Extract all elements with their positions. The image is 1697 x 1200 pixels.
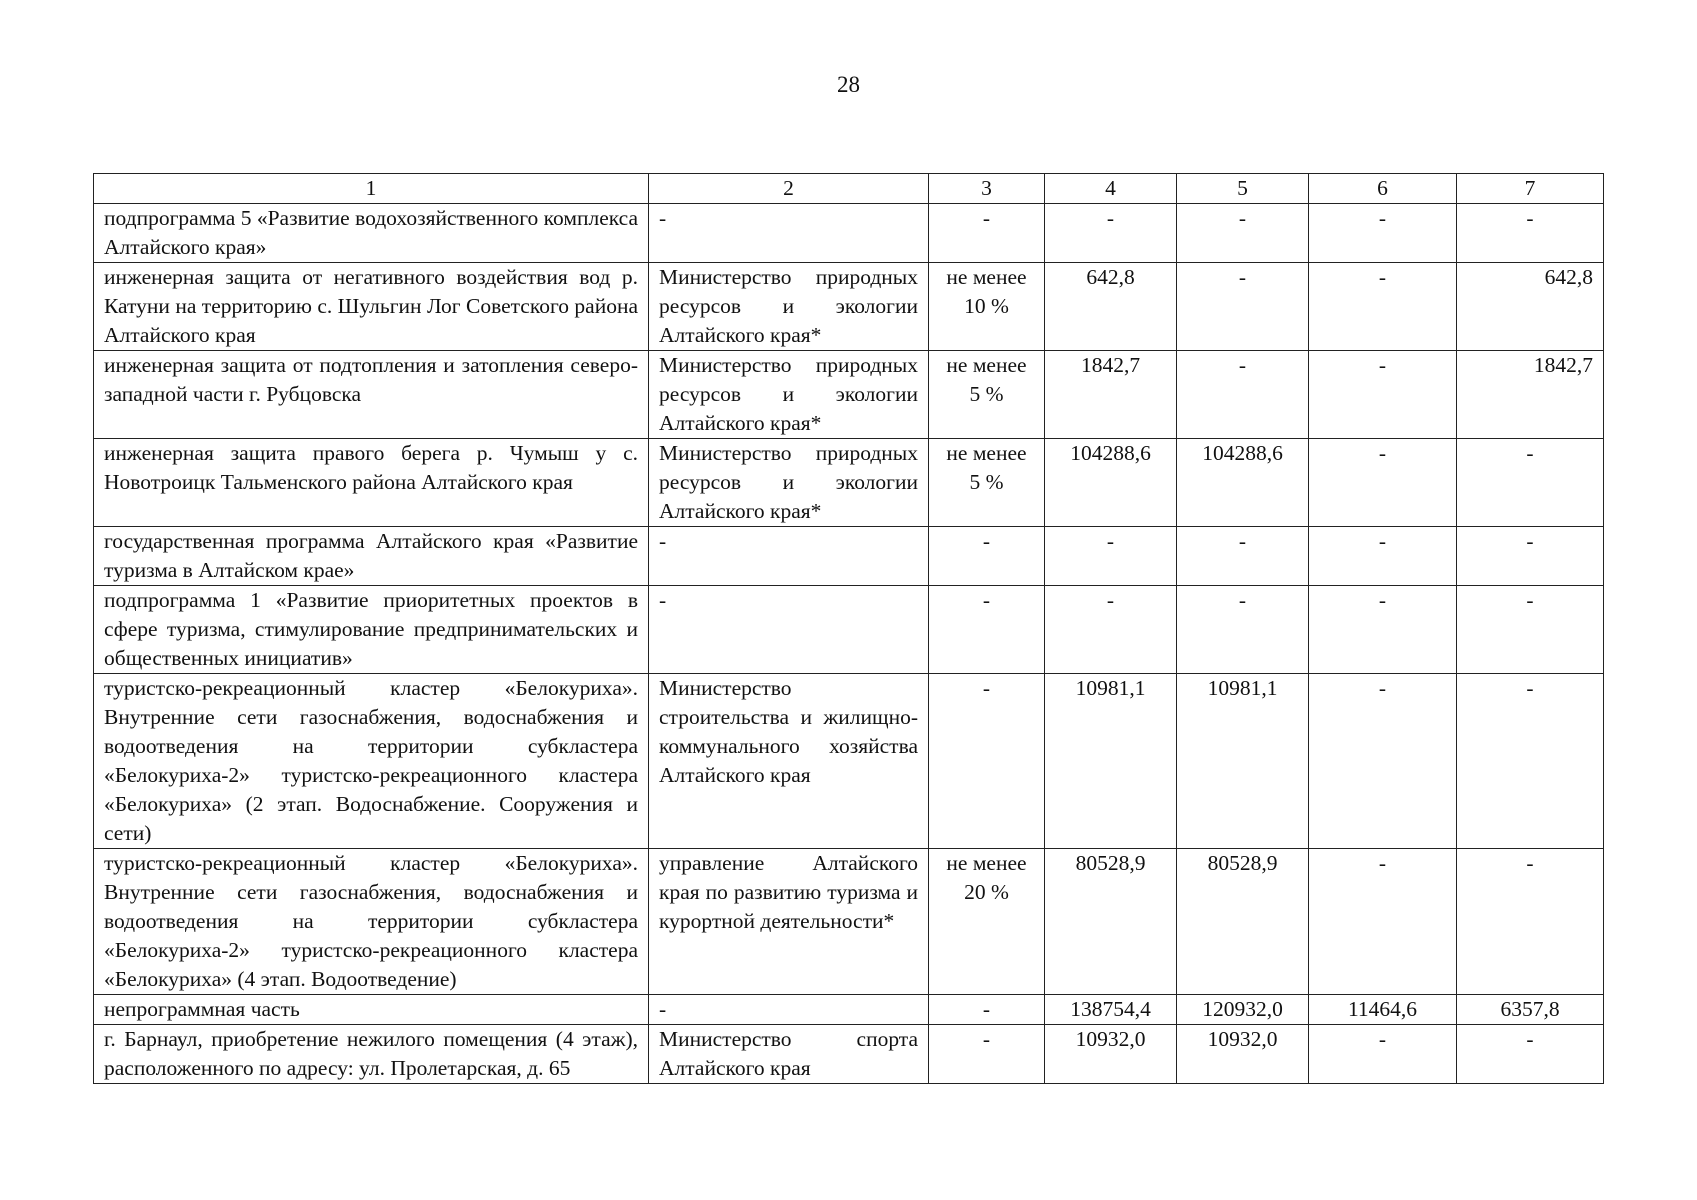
table-row bbox=[94, 849, 1604, 995]
share-cell: - bbox=[929, 204, 1045, 263]
table-row bbox=[94, 1025, 1604, 1084]
total-cell: 80528,9 bbox=[1045, 849, 1177, 995]
table-row bbox=[94, 204, 1604, 263]
total-cell: 642,8 bbox=[1045, 263, 1177, 351]
table-row bbox=[94, 439, 1604, 527]
col7-cell: - bbox=[1457, 527, 1604, 586]
col6-cell: - bbox=[1309, 204, 1457, 263]
col5-cell: - bbox=[1177, 351, 1309, 439]
share-cell: - bbox=[929, 995, 1045, 1025]
col7-cell: 642,8 bbox=[1457, 263, 1604, 351]
share-cell: не менее 5 % bbox=[929, 351, 1045, 439]
object-name-cell: инженерная защита от подтопления и затопления северо-западной части г. Рубцовска bbox=[94, 351, 649, 439]
responsible-cell: Министерство спорта Алтайского края bbox=[649, 1025, 929, 1084]
responsible-cell: - bbox=[649, 995, 929, 1025]
col5-cell: - bbox=[1177, 527, 1309, 586]
object-name-cell: непрограммная часть bbox=[94, 995, 649, 1025]
col5-cell: 104288,6 bbox=[1177, 439, 1309, 527]
col6-cell: - bbox=[1309, 849, 1457, 995]
responsible-cell: Министерство строительства и жилищно-коммунального хозяйства Алтайского края bbox=[649, 674, 929, 849]
col7-cell: 1842,7 bbox=[1457, 351, 1604, 439]
col7-cell: - bbox=[1457, 1025, 1604, 1084]
share-cell: не менее 20 % bbox=[929, 849, 1045, 995]
table-row bbox=[94, 995, 1604, 1025]
col7-cell: - bbox=[1457, 849, 1604, 995]
responsible-cell: Министерство природных ресурсов и экологии Алтайского края* bbox=[649, 263, 929, 351]
column-number-row bbox=[94, 174, 1604, 204]
object-name-cell: г. Барнаул, приобретение нежилого помещения (4 этаж), расположенного по адресу: ул. Пролетарская, д. 65 bbox=[94, 1025, 649, 1084]
col6-cell: - bbox=[1309, 1025, 1457, 1084]
share-cell: - bbox=[929, 586, 1045, 674]
col7-cell: - bbox=[1457, 204, 1604, 263]
responsible-cell: - bbox=[649, 527, 929, 586]
column-number: 6 bbox=[1309, 174, 1457, 204]
object-name-cell: подпрограмма 5 «Развитие водохозяйственного комплекса Алтайского края» bbox=[94, 204, 649, 263]
col5-cell: 120932,0 bbox=[1177, 995, 1309, 1025]
col5-cell: - bbox=[1177, 263, 1309, 351]
col7-cell: 6357,8 bbox=[1457, 995, 1604, 1025]
object-name-cell: туристско-рекреационный кластер «Белокуриха». Внутренние сети газоснабжения, водоснабжения и водоотведения на территории субкластера «Белокуриха-2» туристско-рекреационного кластера «Белокуриха» (2 этап. Водоснабжение. Сооружения и сети) bbox=[94, 674, 649, 849]
share-cell: не менее 10 % bbox=[929, 263, 1045, 351]
col6-cell: - bbox=[1309, 674, 1457, 849]
object-name-cell: подпрограмма 1 «Развитие приоритетных проектов в сфере туризма, стимулирование предпринимательских и общественных инициатив» bbox=[94, 586, 649, 674]
table-row bbox=[94, 586, 1604, 674]
page-number: 28 bbox=[837, 72, 860, 97]
col5-cell: 10981,1 bbox=[1177, 674, 1309, 849]
object-name-cell: инженерная защита от негативного воздействия вод р. Катуни на территорию с. Шульгин Лог Советского района Алтайского края bbox=[94, 263, 649, 351]
responsible-cell: управление Алтайского края по развитию туризма и курортной деятельности* bbox=[649, 849, 929, 995]
table-row bbox=[94, 351, 1604, 439]
total-cell: - bbox=[1045, 204, 1177, 263]
col6-cell: - bbox=[1309, 439, 1457, 527]
object-name-cell: государственная программа Алтайского края «Развитие туризма в Алтайском крае» bbox=[94, 527, 649, 586]
total-cell: 10981,1 bbox=[1045, 674, 1177, 849]
col6-cell: - bbox=[1309, 263, 1457, 351]
column-number: 3 bbox=[929, 174, 1045, 204]
col5-cell: - bbox=[1177, 586, 1309, 674]
data-table bbox=[93, 173, 1604, 1084]
total-cell: 104288,6 bbox=[1045, 439, 1177, 527]
share-cell: - bbox=[929, 1025, 1045, 1084]
col6-cell: - bbox=[1309, 351, 1457, 439]
table-row bbox=[94, 674, 1604, 849]
table-row bbox=[94, 263, 1604, 351]
total-cell: - bbox=[1045, 586, 1177, 674]
col5-cell: 80528,9 bbox=[1177, 849, 1309, 995]
object-name-cell: инженерная защита правого берега р. Чумыш у с. Новотроицк Тальменского района Алтайского края bbox=[94, 439, 649, 527]
responsible-cell: - bbox=[649, 586, 929, 674]
table-row bbox=[94, 527, 1604, 586]
total-cell: 10932,0 bbox=[1045, 1025, 1177, 1084]
share-cell: - bbox=[929, 527, 1045, 586]
column-number: 5 bbox=[1177, 174, 1309, 204]
column-number: 2 bbox=[649, 174, 929, 204]
responsible-cell: Министерство природных ресурсов и экологии Алтайского края* bbox=[649, 439, 929, 527]
col5-cell: 10932,0 bbox=[1177, 1025, 1309, 1084]
object-name-cell: туристско-рекреационный кластер «Белокуриха». Внутренние сети газоснабжения, водоснабжения и водоотведения на территории субкластера «Белокуриха-2» туристско-рекреационного кластера «Белокуриха» (4 этап. Водоотведение) bbox=[94, 849, 649, 995]
share-cell: не менее 5 % bbox=[929, 439, 1045, 527]
col5-cell: - bbox=[1177, 204, 1309, 263]
total-cell: 138754,4 bbox=[1045, 995, 1177, 1025]
col6-cell: - bbox=[1309, 527, 1457, 586]
total-cell: 1842,7 bbox=[1045, 351, 1177, 439]
col6-cell: - bbox=[1309, 586, 1457, 674]
column-number: 7 bbox=[1457, 174, 1604, 204]
responsible-cell: - bbox=[649, 204, 929, 263]
column-number: 1 bbox=[94, 174, 649, 204]
total-cell: - bbox=[1045, 527, 1177, 586]
col7-cell: - bbox=[1457, 439, 1604, 527]
responsible-cell: Министерство природных ресурсов и экологии Алтайского края* bbox=[649, 351, 929, 439]
col7-cell: - bbox=[1457, 586, 1604, 674]
share-cell: - bbox=[929, 674, 1045, 849]
col7-cell: - bbox=[1457, 674, 1604, 849]
col6-cell: 11464,6 bbox=[1309, 995, 1457, 1025]
column-number: 4 bbox=[1045, 174, 1177, 204]
